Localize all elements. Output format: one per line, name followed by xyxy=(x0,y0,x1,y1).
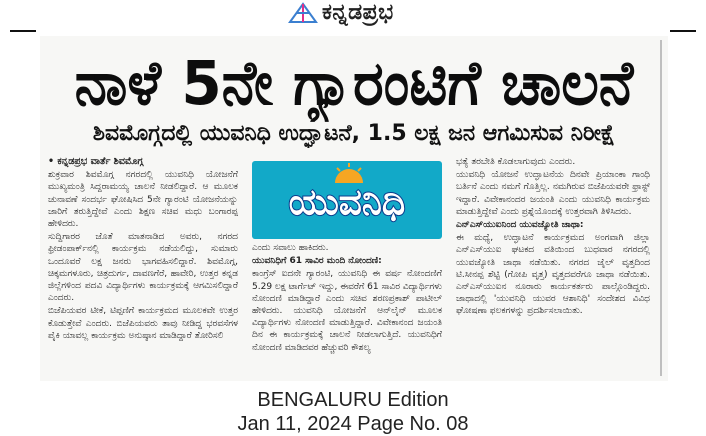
paragraph: ಶುಕ್ರವಾರ ಶಿವಮೊಗ್ಗ ನಗರದಲ್ಲಿ ಯುವನಿಧಿ ಯೋಜನೆಗೆ ಮುಖ್ಯಮಂತ್ರಿ ಸಿದ್ದರಾಮಯ್ಯ ಚಾಲನೆ ನೀಡಲಿದ್ದಾರೆ. ಆ ಮೂಲಕ ಚುನಾವಣೆ ಸಂದರ್ಭ ಘೋಷಿಸಿದ 5ನೇ ಗ್ಯಾರಂಟಿ ಯೋಜನೆಯನ್ನು ಜಾರಿಗೆ ತರುತ್ತಿದ್ದೇವೆ ಎಂದು ಶಿಕ್ಷಣ ಸಚಿವ ಮಧು ಬಂಗಾರಪ್ಪ ಹೇಳಿದರು. xyxy=(48,170,238,230)
paragraph: ಸುದ್ದಿಗಾರರ ಜೊತೆ ಮಾತನಾಡಿದ ಅವರು, ನಗರದ ಫ್ರೀಡಂಪಾರ್ಕ್‌ನಲ್ಲಿ ಕಾರ್ಯಕ್ರಮ ನಡೆಯಲಿದ್ದು, ಸುಮಾರು ಒಂದೂವರೆ ಲಕ್ಷ ಜನರು ಭಾಗವಹಿಸಲಿದ್ದಾರೆ. ಶಿವಮೊಗ್ಗ, ಚಿಕ್ಕಮಗಳೂರು, ಚಿತ್ರದುರ್ಗ, ದಾವಣಗೆರೆ, ಹಾವೇರಿ, ಉತ್ತರ ಕನ್ನಡ ಜಿಲ್ಲೆಗಳಿಂದ ಪದವಿ ವಿದ್ಯಾರ್ಥಿಗಳು ಕಾರ್ಯಕ್ರಮಕ್ಕೆ ಆಗಮಿಸಲಿದ್ದಾರೆ ಎಂದರು. xyxy=(48,232,238,304)
yuvanidhi-logo-label: ಯುವನಿಧಿ xyxy=(288,182,406,223)
paragraph: ಭತ್ಯೆ ತರಬೇತಿ ಕೊಡಲಾಗುವುದು ಎಂದರು. xyxy=(456,157,576,167)
top-rule-left xyxy=(10,30,36,32)
paragraph: ಬಿಜೆಪಿಯವರ ಟೀಕೆ, ಟಿಪ್ಪಣಿಗೆ ಕಾರ್ಯಕ್ರಮದ ಮೂಲಕವೇ ಉತ್ತರ ಕೊಡುತ್ತೇವೆ ಎಂದರು. ಬಿಜೆಪಿಯವರು ತಾವು ನೀಡಿದ್ದ ಭರವಸೆಗಳ ಪೈಕಿ ಯಾವಲ್ಲ ಕಾರ್ಯಕ್ರಮ ಅನುಷ್ಠಾನ ಮಾಡಿದ್ದಾರೆ ತೋರಿಸಲಿ xyxy=(48,306,238,341)
paragraph: ಈ ಮಧ್ಯೆ, ಉದ್ಘಾಟನೆ ಕಾರ್ಯಕ್ರಮದ ಅಂಗವಾಗಿ ಜಿಲ್ಲಾ ಎನ್‌ಎಸ್‌ಯುಐ ಘಟಕದ ವತಿಯಿಂದ ಬುಧವಾರ ನಗರದಲ್ಲಿ ಯುವಜ್ಯೋತಿ ಜಾಥಾ ನಡೆಯಿತು. ನಗರದ ಜೈಲ್ ವೃತ್ತದಿಂದ ಟಿ.ಸೀನಪ್ಪ ಶೆಟ್ಟಿ (ಗೋಪಿ ವೃತ್ತ) ವೃತ್ತದವರೆಗೂ ಜಾಥಾ ನಡೆಯಿತು. ಎನ್‌ಎಸ್‌ಯುಐನ ನೂರಾರು ಕಾರ್ಯಕರ್ತರು ಪಾಲ್ಗೊಂಡಿದ್ದರು. ಜಾಥಾದಲ್ಲಿ 'ಯುವನಿಧಿ ಯುವರ ಆಶಾನಿಧಿ' ಸಂದೇಶದ ವಿವಿಧ ಘೋಷಣಾ ಫಲಕಗಳನ್ನು ಪ್ರದರ್ಶಿಸಲಾಯಿತು. xyxy=(456,233,650,317)
scan-edge xyxy=(660,40,662,376)
top-rule-right xyxy=(670,30,696,32)
yuvanidhi-logo-image xyxy=(252,161,442,239)
byline: • ಕನ್ನಡಪ್ರಭ ವಾರ್ತೆ ಶಿವಮೊಗ್ಗ xyxy=(48,156,144,167)
masthead xyxy=(288,0,422,26)
headline: ನಾಳೆ 5ನೇ ಗ್ಯಾರಂಟಿಗೆ ಚಾಲನೆ xyxy=(74,47,634,119)
edition-label: BENGALURU Edition xyxy=(257,389,449,411)
subheadline: ಶಿವಮೊಗ್ಗದಲ್ಲಿ ಯುವನಿಧಿ ಉದ್ಘಾಟನೆ, 1.5 ಲಕ್ಷ ಜನ ಆಗಮಿಸುವ ನಿರೀಕ್ಷೆ xyxy=(92,121,616,146)
section-heading: ಎನ್‌ಎಸ್‌ಯುಐನಿಂದ ಯುವಜ್ಯೋತಿ ಜಾಥಾ: xyxy=(456,220,584,231)
kannadaprabha-logo-icon xyxy=(288,2,318,24)
paragraph: ಯುವನಿಧಿ ಯೋಜನೆ ಉದ್ಘಾಟನೆಯ ದಿನವೇ ಪ್ರಿಯಾಂಕಾ ಗಾಂಧಿ ಬರ್ತಿನೆ ಎಂದು ನಮಗೆ ಗೊತ್ತಿಲ್ಲ. ನಮಗಿರುವ ಬಿಜೆಪಿಯವರೇ ಫ್ರಾಸ್ಟ್ ಇದ್ದಾರೆ. ವಿವೇಕಾನಂದರ ಜಯಂತಿ ಎಂದು ಯುವನಿಧಿ ಕಾರ್ಯಕ್ರಮ ಮಾಡುತ್ತಿದ್ದೇವೆ ಎಂದು ಪ್ರಶ್ನೆಯೊಂದಕ್ಕೆ ಉತ್ತರವಾಗಿ ತಿಳಿಸಿದರು. xyxy=(456,170,650,217)
masthead-title: ಕನ್ನಡಪ್ರಭ xyxy=(322,0,394,25)
paragraph: ಎಂದು ಸವಾಲು ಹಾಕಿದರು. xyxy=(252,243,329,253)
article-column-3 xyxy=(456,156,650,378)
article-column-1 xyxy=(48,156,238,378)
section-heading: ಯುವನಿಧಿಗೆ 61 ಸಾವಿರ ಮಂದಿ ನೋಂದಣಿ: xyxy=(252,256,382,267)
paragraph: ಕಾಂಗ್ರೆಸ್ ಐದನೇ ಗ್ಯಾರಂಟಿ, ಯುವನಿಧಿ ಈ ವರ್ಷ ನೋಂದಣಿಗೆ 5.29 ಲಕ್ಷ ಟಾರ್ಗೆಟ್ ಇದ್ದು, ಈವರೆಗೆ 61 ಸಾವಿರ ವಿದ್ಯಾರ್ಥಿಗಳು ನೋಂದಣಿ ಮಾಡಿದ್ದಾರೆ ಎಂದು ಸಚಿವ ಶರಣಪ್ರಕಾಶ್ ಪಾಟೀಲ್ ಹೇಳಿದರು. ಯುವನಿಧಿ ಯೋಜನೆಗೆ ಆನ್‌ಲೈನ್ ಮೂಲಕ ವಿದ್ಯಾರ್ಥಿಗಳು ನೋಂದಣಿ ಮಾಡುತ್ತಿದ್ದಾರೆ. ವಿವೇಕಾನಂದ ಜಯಂತಿ ದಿನ ಈ ಕಾರ್ಯಕ್ರಮಕ್ಕೆ ಚಾಲನೆ ನೀಡಲಾಗುತ್ತಿದೆ. ಯುವನಿಧಿಗೆ ನೋಂದಣಿ ಮಾಡಿದವರ ಹೆಚ್ಚುವರಿ ಕೌಶಲ್ಯ xyxy=(252,269,442,353)
date-page-label: Jan 11, 2024 Page No. 08 xyxy=(237,413,469,435)
article-column-2 xyxy=(252,242,442,378)
